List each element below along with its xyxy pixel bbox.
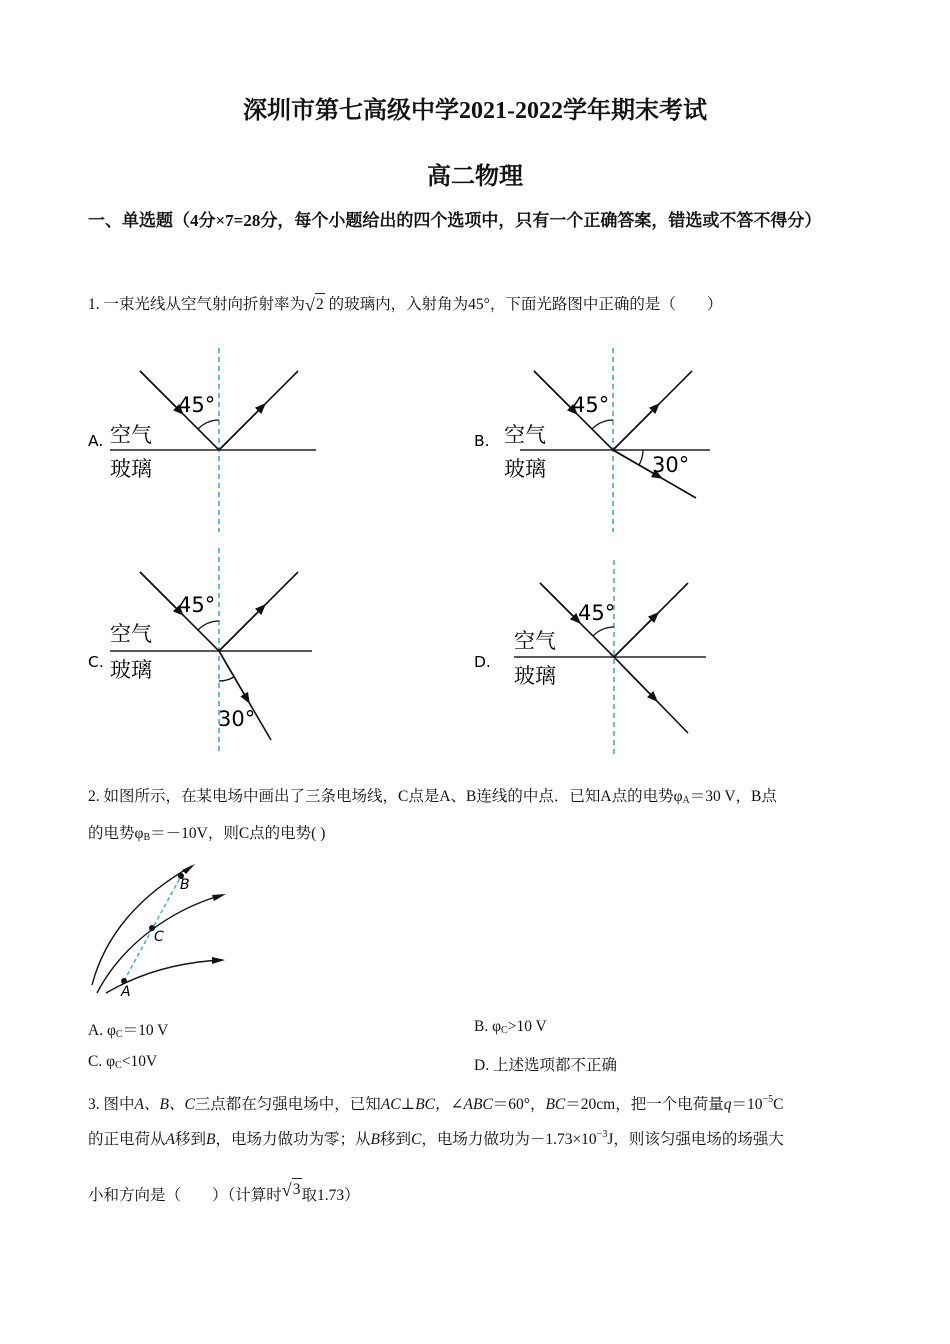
- q2-option-b-post: >10 V: [507, 1018, 547, 1035]
- q1c-angle-30: 30°: [218, 707, 256, 731]
- q1-option-c-letter[interactable]: C.: [88, 653, 104, 671]
- q3-l3a: 小和方向是（ ）（计算时: [88, 1187, 282, 1204]
- q2-field-figure: [92, 864, 226, 1000]
- q2-line2-pre: 的电势φ: [88, 825, 144, 842]
- q3-sqrt: √ 3: [281, 1180, 301, 1200]
- q3-l1c: 三点都在匀强电场中，已知: [194, 1096, 381, 1113]
- q3-l1j: C: [773, 1096, 784, 1113]
- q1-option-d-letter[interactable]: D.: [474, 653, 491, 671]
- q3-l2h: C: [410, 1131, 422, 1148]
- q1-text-after: 的玻璃内，入射角为45°，下面光路图中正确的是（ ）: [328, 296, 723, 313]
- q2-sub-a: A: [682, 795, 690, 806]
- q2-option-a-sub: C: [115, 1029, 123, 1040]
- q1-option-b-diagram: [504, 348, 710, 532]
- q3-l2i: ，电场力做功为－1.73×10: [421, 1131, 597, 1148]
- q2-option-a-post: ＝10 V: [122, 1022, 169, 1039]
- q1a-air-label: 空气: [110, 423, 152, 447]
- q1d-air-label: 空气: [514, 629, 556, 653]
- q1-sqrt: √ 2: [305, 295, 324, 315]
- q3-l1b: A、B、C: [134, 1096, 195, 1113]
- q1d-glass-label: 玻璃: [514, 664, 556, 688]
- q1b-glass-label: 玻璃: [504, 457, 546, 481]
- q3-l2b: A: [165, 1131, 175, 1148]
- q3-l2c: 移到: [174, 1131, 206, 1148]
- q1-option-a-letter[interactable]: A.: [88, 432, 104, 450]
- q3-radicand: 3: [292, 1178, 302, 1201]
- q3-l2-sup: −3: [596, 1129, 608, 1140]
- q3-l2a: 的正电荷从: [88, 1131, 166, 1148]
- q3-l1d: AC⊥BC，∠ABC: [380, 1096, 493, 1113]
- label-a: A: [121, 984, 131, 1000]
- q1b-angle-45: 45°: [572, 393, 610, 417]
- q3-l2g: 移到: [379, 1131, 411, 1148]
- label-c: C: [154, 929, 164, 945]
- subject-title: 高二物理: [427, 164, 523, 190]
- q2-option-c[interactable]: [88, 1053, 157, 1071]
- q3-l2j: J，则该匀强电场的场强大: [607, 1131, 784, 1148]
- q2-option-c-pre: C. φ: [88, 1053, 116, 1070]
- q1d-angle-45: 45°: [578, 601, 616, 625]
- q1-option-d-diagram: [514, 560, 706, 756]
- q3-l1a: 3. 图中: [88, 1096, 135, 1113]
- q2-option-b[interactable]: [474, 1018, 547, 1036]
- q2-option-c-post: <10V: [121, 1053, 158, 1070]
- q2-option-b-sub: C: [501, 1025, 508, 1036]
- question-3-line2: [88, 1124, 784, 1151]
- q2-option-b-pre: B. φ: [474, 1018, 502, 1035]
- q1-option-b-letter[interactable]: B.: [474, 432, 490, 450]
- q1-text-before: 1. 一束光线从空气射向折射率为: [88, 296, 306, 313]
- q1-option-c-diagram: [110, 548, 312, 752]
- question-2-line2: [88, 823, 325, 849]
- q2-sub-b: B: [143, 832, 151, 843]
- q2-option-a[interactable]: [88, 1018, 168, 1040]
- question-2-line1: [88, 786, 777, 812]
- q2-line1-text: 2. 如图所示，在某电场中画出了三条电场线，C点是A、B连线的中点．已知A点的电势φ: [88, 788, 683, 805]
- q3-l1-sup: −5: [762, 1094, 774, 1105]
- q3-l1g: ＝20cm，把一个电荷量: [565, 1096, 724, 1113]
- q1b-angle-30: 30°: [652, 453, 690, 477]
- question-3-line1: [88, 1089, 783, 1116]
- q1-option-a-diagram: [110, 348, 316, 532]
- q1a-angle-45: 45°: [178, 393, 216, 417]
- q3-l1i: ＝10: [731, 1096, 763, 1113]
- q3-l2d: B: [206, 1131, 216, 1148]
- q2-option-c-sub: C: [115, 1060, 122, 1071]
- q1-radicand: 2: [315, 293, 325, 316]
- q3-l1h: q: [723, 1096, 732, 1113]
- q3-l2e: ，电场力做功为零；从: [215, 1131, 371, 1148]
- exam-title: 深圳市第七高级中学2021-2022学年期末考试: [243, 98, 707, 124]
- q3-l3b: 取1.73）: [301, 1187, 360, 1204]
- q1c-angle-45: 45°: [178, 593, 216, 617]
- q2-line2-post: ＝－10V，则C点的电势( ): [150, 825, 326, 842]
- q1c-glass-label: 玻璃: [110, 658, 152, 682]
- q3-l1f: BC: [545, 1096, 566, 1113]
- q1a-glass-label: 玻璃: [110, 457, 152, 481]
- question-3-line3: [88, 1180, 360, 1207]
- q1c-air-label: 空气: [110, 622, 152, 646]
- section-heading: 一、单选题（4分×7=28分，每个小题给出的四个选项中，只有一个正确答案，错选或不答不得分）: [88, 211, 822, 230]
- q2-option-d[interactable]: D. 上述选项都不正确: [474, 1057, 617, 1074]
- q3-l1e: ＝60°，: [492, 1096, 546, 1113]
- q2-line1-mid: ＝30 V，B点: [689, 788, 777, 805]
- q3-l2f: B: [370, 1131, 380, 1148]
- q2-option-a-pre: A. φ: [88, 1022, 116, 1039]
- label-b: B: [180, 877, 190, 893]
- q1b-air-label: 空气: [504, 423, 546, 447]
